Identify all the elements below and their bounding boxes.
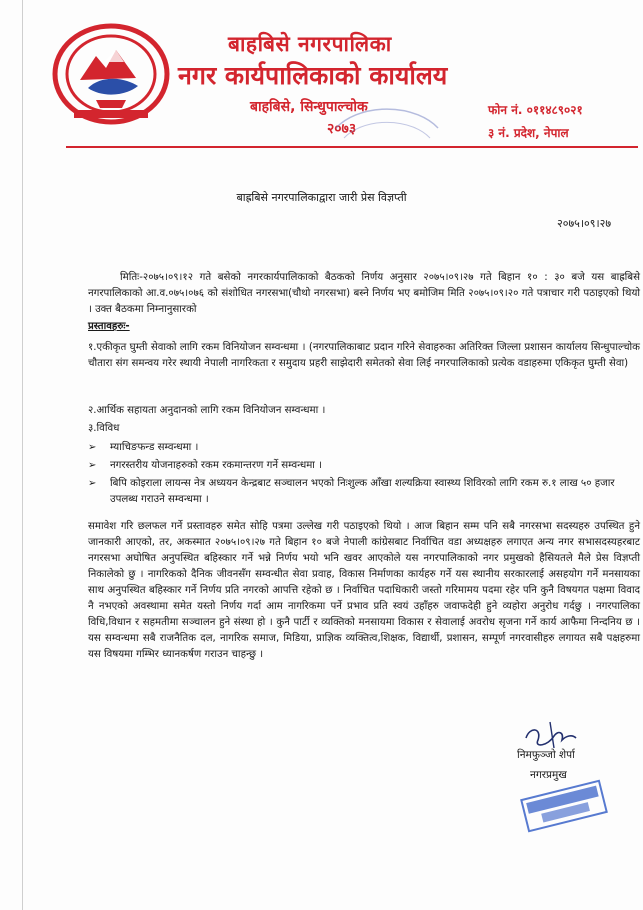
sub-item-text: बिपि कोइराला लायन्स नेत्र अध्ययन केन्द्रबाट सञ्चालन भएको निःशुल्क आँखा शल्यक्रिया स्वास्थ्य शिविरको लागि रकम रु.१ लाख ५० हजार उपलब्ध गराउने सम्वन्धमा । [110, 478, 615, 505]
sub-item [88, 458, 640, 474]
proposal-item-2: २.आर्थिक सहायता अनुदानको लागि रकम विनियोजन सम्वन्धमा । [88, 405, 326, 416]
sub-item-text: नगरस्तरीय योजनाहरुको रकम रकमान्तरण गर्ने सम्वन्धमा । [110, 460, 323, 471]
office-seal-icon [332, 108, 442, 168]
proposal-item-1: १.एकीकृत घुम्ती सेवाको लागि रकम विनियोजन सम्वन्धमा । (नगरपालिकाबाट प्रदान गरिने सेवाहरुका अतिरिक्त जिल्ला प्रशासन कार्यालय सिन्धुपाल्चोक चौतारा संग समन्वय गरेर स्थायी नेपाली नागरिकता र समुदाय प्रहरी साझेदारी समेतको सेवा लिई नगरपालिकाको प्रत्येक वडाहरुमा एकिकृत घुम्ती सेवा) [88, 342, 640, 369]
signer-name: निमफुञ्जो शेर्पा [517, 749, 575, 761]
official-stamp-icon [518, 778, 610, 834]
arrow-bullet-icon: ➢ [88, 478, 97, 489]
phone-number: फोन नं. ०११४८९०२१ [488, 103, 583, 117]
arrow-bullet-icon: ➢ [88, 460, 97, 471]
province: ३ नं. प्रदेश, नेपाल [488, 126, 569, 140]
margin-line [22, 0, 23, 910]
document-title: बाह्रबिसे नगरपालिकाद्वारा जारी प्रेस विज्ञप्ती [236, 191, 407, 204]
intro-paragraph: मितिः-२०७५।०९।१२ गते बसेको नगरकार्यपालिकाको बैठकको निर्णय अनुसार २०७५।०९।२७ गते बिहान १० : ३० बजे यस बाह्रबिसे नगरपालिकाको आ.व.०७५।०७६ को संशोधित नगरसभा(चौथो नगरसभा) बस्ने निर्णय भए बमोजिम मिति २०७५।०९।२० गते पत्राचार गरी पठाइएको थियो । उक्त बैठकमा निम्नानुसारको [88, 272, 640, 315]
office-address: बाहबिसे, सिन्धुपाल्चोक [250, 99, 368, 115]
document-date: २०७५।०९।२७ [557, 217, 612, 230]
nepal-emblem-icon [52, 22, 170, 126]
main-paragraph: समावेश गरि छलफल गर्ने प्रस्तावहरु समेत सोहि पत्रमा उल्लेख गरी पठाइएको थियो । आज बिहान सम्म पनि सबै नगरसभा सदस्यहरु उपस्थित हुने जानकारी आएको, तर, अकस्मात २०७५।०९।२७ गते बिहान १० बजे नेपाली कांग्रेसबाट निर्वाचित वडा अध्यक्षहरु लगाएत अन्य नगर सभासदस्यहरबाट नगरसभा अघोषित अनुपस्थित बहिस्कार गर्ने भन्ने निर्णय भयो भनि खवर आएकोले यस नगरपालिकाको नगर प्रमुखको हैसियतले मैले प्रेस विज्ञप्ती निकालेको छु । नागरिकको दैनिक जीवनसँग सम्वन्धीत सेवा प्रवाह, विकास निर्माणका कार्यहरु गर्ने यस स्थानीय सरकारलाई असहयोग गर्ने मनसायका साथ अनुपस्थित बहिस्कार गर्ने निर्णय प्रति नगरको आपत्ति रहेको छ । निर्वाचित पदाधिकारी जस्तो गरिमामय पदमा रहेर पनि कुनै विषयगत पक्षमा विवाद नै नभएको अवस्थामा समेत यस्तो निर्णय गर्दा आम नागरिकमा पर्ने प्रभाव प्रति स्वयं उहाँहरु जवाफदेही हुने व्यहोरा अनुरोध गर्दछु । नगरपालिका विधि,विधान र सहमतीमा सञ्चालन हुने संस्था हो । कुनै पार्टी र व्यक्तिको मनसायमा विकास र सेवालाई अवरोध सृजना गर्ने कार्य आफैमा निन्दनिय छ । यस सम्वन्धमा सबै राजनैतिक दल, नागरिक समाज, मिडिया, प्राज्ञिक व्यक्तित्व,शिक्षक, विद्यार्थी, प्रशासन, सम्पूर्ण नगरवासीहरु लगायत सबै पक्षहरुमा यस विषयमा गम्भिर ध्यानकर्षण गराउन चाहन्छु । [88, 521, 640, 660]
letterhead-divider [66, 146, 638, 148]
organization-name: बाहबिसे नगरपालिका [228, 32, 392, 56]
sub-item [88, 440, 640, 456]
sub-item-text: म्याचिङफन्ड सम्वन्धमा । [110, 442, 199, 453]
proposals-heading: प्रस्तावहरुः- [88, 321, 130, 332]
office-name: नगर कार्यपालिकाको कार्यालय [178, 61, 448, 90]
sub-item [88, 476, 640, 508]
arrow-bullet-icon: ➢ [88, 442, 97, 453]
established-year: २०७३ [327, 121, 357, 137]
proposal-item-3: ३.विविध [88, 423, 120, 434]
signer-title: नगरप्रमुख [530, 769, 567, 781]
